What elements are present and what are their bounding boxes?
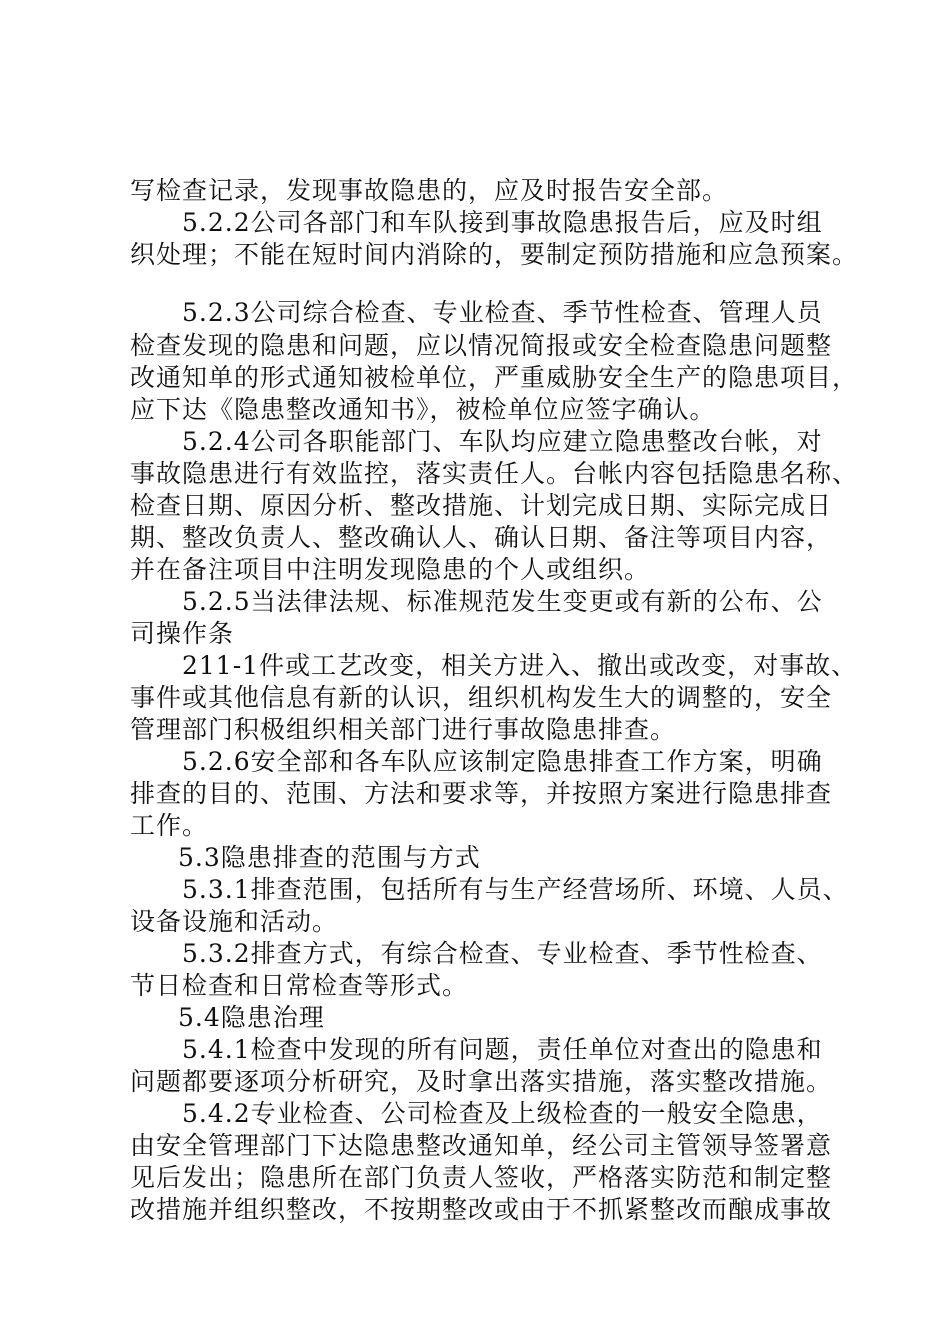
text-line: 5.3.1排查范围，包括所有与生产经营场所、环境、人员、 — [182, 875, 849, 904]
text-line: 5.4.2专业检查、公司检查及上级检查的一般安全隐患， — [182, 1099, 823, 1128]
text-line: 5.2.6安全部和各车队应该制定隐患排查工作方案，明确 — [182, 747, 823, 776]
text-line: 应下达《隐患整改通知书》，被检单位应签字确认。 — [130, 395, 716, 424]
text-line: 问题都要逐项分析研究，及时拿出落实措施，落实整改措施。 — [130, 1067, 833, 1096]
text-line: 写检查记录，发现事故隐患的，应及时报告安全部。 — [130, 176, 729, 205]
text-line: 事件或其他信息有新的认识，组织机构发生大的调整的，安全 — [130, 683, 833, 712]
text-line: 管理部门积极组织相关部门进行事故隐患排查。 — [130, 715, 677, 744]
text-line: 5.4.1检查中发现的所有问题，责任单位对查出的隐患和 — [182, 1035, 823, 1064]
text-line: 211-1件或工艺改变，相关方进入、撤出或改变，对事故、 — [182, 651, 858, 680]
text-line: 工作。 — [130, 811, 209, 840]
text-line: 5.2.5当法律法规、标准规范发生变更或有新的公布、公 — [182, 587, 823, 616]
text-line: 排查的目的、范围、方法和要求等，并按照方案进行隐患排查 — [130, 779, 833, 808]
text-line: 5.2.2公司各部门和车队接到事故隐患报告后，应及时组 — [182, 208, 823, 237]
text-line: 由安全管理部门下达隐患整改通知单，经公司主管领导签署意 — [130, 1131, 833, 1160]
text-line: 改通知单的形式通知被检单位，严重威胁安全生产的隐患项目， — [130, 363, 859, 392]
text-line: 事故隐患进行有效监控，落实责任人。台帐内容包括隐患名称、 — [130, 459, 859, 488]
text-line: 5.3.2排查方式，有综合检查、专业检查、季节性检查、 — [182, 939, 823, 968]
text-line: 检查发现的隐患和问题，应以情况简报或安全检查隐患问题整 — [130, 331, 833, 360]
text-line: 并在备注项目中注明发现隐患的个人或组织。 — [130, 555, 651, 584]
section-heading: 5.4隐患治理 — [178, 1003, 325, 1032]
text-line: 检查日期、原因分析、整改措施、计划完成日期、实际完成日 — [130, 491, 833, 520]
text-line: 见后发出；隐患所在部门负责人签收，严格落实防范和制定整 — [130, 1163, 833, 1192]
text-line: 节日检查和日常检查等形式。 — [130, 971, 469, 1000]
text-line: 5.2.3公司综合检查、专业检查、季节性检查、管理人员 — [182, 298, 823, 327]
section-heading: 5.3隐患排查的范围与方式 — [178, 843, 481, 872]
text-line: 司操作条 — [130, 619, 235, 648]
text-line: 改措施并组织整改，不按期整改或由于不抓紧整改而酿成事故 — [130, 1195, 833, 1224]
text-line: 设备设施和活动。 — [130, 907, 339, 936]
text-line: 期、整改负责人、整改确认人、确认日期、备注等项目内容， — [130, 523, 833, 552]
text-line: 5.2.4公司各职能部门、车队均应建立隐患整改台帐，对 — [182, 427, 823, 456]
text-line: 织处理；不能在短时间内消除的，要制定预防措施和应急预案。 — [130, 240, 859, 269]
